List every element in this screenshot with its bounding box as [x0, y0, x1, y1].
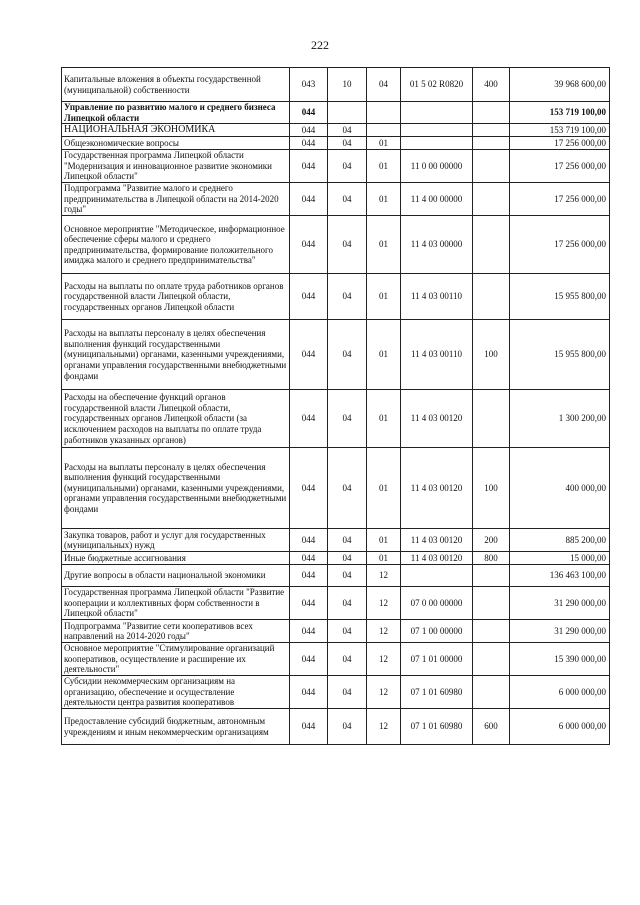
cell-target-article: 11 4 03 00000	[401, 216, 473, 274]
cell-name: Капитальные вложения в объекты государственной (муниципальной) собственности	[62, 68, 290, 102]
cell-name: НАЦИОНАЛЬНАЯ ЭКОНОМИКА	[62, 124, 290, 137]
cell-target-article: 07 1 01 60980	[401, 676, 473, 709]
cell-section-code: 04	[328, 448, 367, 529]
cell-amount: 400 000,00	[510, 448, 610, 529]
cell-amount: 31 290 000,00	[510, 587, 610, 620]
table-row	[62, 124, 610, 137]
cell-ministry-code: 044	[290, 102, 328, 124]
cell-section-code: 04	[328, 274, 367, 320]
cell-expense-kind: 200	[473, 529, 510, 552]
cell-target-article: 11 4 03 00120	[401, 390, 473, 448]
cell-name: Расходы на выплаты персоналу в целях обеспечения выполнения функций государственными (муниципальными) органами, казенными учреждениями, органами управления государственными внебюджетными фондами	[62, 320, 290, 390]
cell-ministry-code: 044	[290, 274, 328, 320]
cell-name: Закупка товаров, работ и услуг для государственных (муниципальных) нужд	[62, 529, 290, 552]
cell-subsection-code: 01	[367, 320, 401, 390]
cell-name: Другие вопросы в области национальной экономики	[62, 565, 290, 587]
cell-subsection-code: 01	[367, 552, 401, 565]
cell-section-code: 10	[328, 68, 367, 102]
cell-ministry-code: 044	[290, 620, 328, 643]
cell-expense-kind: 600	[473, 709, 510, 745]
cell-target-article: 11 0 00 00000	[401, 150, 473, 183]
cell-expense-kind	[473, 587, 510, 620]
cell-expense-kind	[473, 102, 510, 124]
cell-name: Основное мероприятие "Стимулирование организаций кооперативов, осуществление и расширение их деятельности"	[62, 643, 290, 676]
cell-ministry-code: 044	[290, 529, 328, 552]
cell-target-article: 11 4 03 00120	[401, 552, 473, 565]
cell-amount: 17 256 000,00	[510, 150, 610, 183]
cell-expense-kind: 100	[473, 448, 510, 529]
cell-expense-kind: 100	[473, 320, 510, 390]
cell-subsection-code: 01	[367, 137, 401, 150]
cell-subsection-code: 01	[367, 390, 401, 448]
cell-subsection-code: 12	[367, 709, 401, 745]
table-row	[62, 620, 610, 643]
cell-name: Расходы на выплаты по оплате труда работников органов государственной власти Липецкой области, государственных органов Липецкой области	[62, 274, 290, 320]
cell-amount: 1 300 200,00	[510, 390, 610, 448]
cell-name: Государственная программа Липецкой области "Развитие кооперации и коллективных форм собственности в Липецкой области"	[62, 587, 290, 620]
cell-section-code: 04	[328, 643, 367, 676]
cell-subsection-code: 12	[367, 643, 401, 676]
cell-expense-kind	[473, 565, 510, 587]
cell-ministry-code: 044	[290, 643, 328, 676]
cell-ministry-code: 044	[290, 150, 328, 183]
cell-amount: 17 256 000,00	[510, 183, 610, 216]
cell-amount: 153 719 100,00	[510, 124, 610, 137]
cell-amount: 17 256 000,00	[510, 216, 610, 274]
cell-name: Государственная программа Липецкой области "Модернизация и инновационное развитие экономики Липецкой области"	[62, 150, 290, 183]
cell-target-article: 07 1 01 00000	[401, 643, 473, 676]
cell-amount: 15 390 000,00	[510, 643, 610, 676]
cell-subsection-code: 12	[367, 565, 401, 587]
cell-target-article	[401, 137, 473, 150]
cell-expense-kind	[473, 620, 510, 643]
cell-target-article: 11 4 03 00120	[401, 448, 473, 529]
cell-subsection-code: 12	[367, 676, 401, 709]
cell-expense-kind	[473, 390, 510, 448]
cell-subsection-code: 01	[367, 150, 401, 183]
table-row	[62, 643, 610, 676]
cell-subsection-code: 01	[367, 216, 401, 274]
cell-ministry-code: 044	[290, 390, 328, 448]
page-number: 222	[311, 38, 329, 52]
cell-ministry-code: 044	[290, 320, 328, 390]
cell-name: Подпрограмма "Развитие малого и среднего предпринимательства в Липецкой области на 2014-2020 годы"	[62, 183, 290, 216]
cell-ministry-code: 044	[290, 124, 328, 137]
cell-ministry-code: 044	[290, 216, 328, 274]
cell-target-article	[401, 124, 473, 137]
cell-target-article: 01 5 02 R0820	[401, 68, 473, 102]
cell-expense-kind	[473, 216, 510, 274]
cell-name: Подпрограмма "Развитие сети кооперативов всех направлений на 2014-2020 годы"	[62, 620, 290, 643]
cell-subsection-code	[367, 102, 401, 124]
cell-ministry-code: 044	[290, 709, 328, 745]
cell-name: Общеэкономические вопросы	[62, 137, 290, 150]
cell-expense-kind	[473, 124, 510, 137]
table-row	[62, 552, 610, 565]
cell-target-article: 11 4 00 00000	[401, 183, 473, 216]
cell-target-article: 11 4 03 00110	[401, 320, 473, 390]
cell-target-article	[401, 565, 473, 587]
table-row	[62, 150, 610, 183]
table-row	[62, 676, 610, 709]
table-row	[62, 68, 610, 102]
table-row	[62, 565, 610, 587]
cell-ministry-code: 044	[290, 183, 328, 216]
cell-amount: 6 000 000,00	[510, 676, 610, 709]
cell-section-code: 04	[328, 183, 367, 216]
cell-section-code: 04	[328, 552, 367, 565]
cell-ministry-code: 044	[290, 565, 328, 587]
cell-name: Предоставление субсидий бюджетным, автономным учреждениям и иным некоммерческим организациям	[62, 709, 290, 745]
cell-amount: 31 290 000,00	[510, 620, 610, 643]
cell-name: Управление по развитию малого и среднего бизнеса Липецкой области	[62, 102, 290, 124]
table-row	[62, 137, 610, 150]
cell-subsection-code: 12	[367, 620, 401, 643]
cell-subsection-code: 01	[367, 274, 401, 320]
cell-subsection-code: 01	[367, 529, 401, 552]
cell-section-code: 04	[328, 124, 367, 137]
table-body	[62, 68, 610, 745]
cell-section-code: 04	[328, 709, 367, 745]
cell-ministry-code: 044	[290, 448, 328, 529]
cell-section-code: 04	[328, 587, 367, 620]
table-row	[62, 102, 610, 124]
cell-amount: 6 000 000,00	[510, 709, 610, 745]
cell-name: Расходы на обеспечение функций органов государственной власти Липецкой области, государственных органов Липецкой области (за исключением расходов на выплаты по оплате труда работников указанных органов)	[62, 390, 290, 448]
table-row	[62, 216, 610, 274]
cell-target-article: 11 4 03 00120	[401, 529, 473, 552]
cell-ministry-code: 044	[290, 676, 328, 709]
cell-amount: 15 000,00	[510, 552, 610, 565]
table-row	[62, 390, 610, 448]
cell-expense-kind	[473, 150, 510, 183]
cell-expense-kind	[473, 274, 510, 320]
cell-expense-kind	[473, 183, 510, 216]
cell-section-code: 04	[328, 620, 367, 643]
cell-target-article	[401, 102, 473, 124]
cell-section-code: 04	[328, 216, 367, 274]
cell-name: Основное мероприятие "Методическое, информационное обеспечение сферы малого и среднего предпринимательства, формирование положительного имиджа малого и среднего предпринимательства"	[62, 216, 290, 274]
cell-name: Иные бюджетные ассигнования	[62, 552, 290, 565]
budget-table	[61, 67, 610, 745]
cell-section-code: 04	[328, 565, 367, 587]
cell-expense-kind	[473, 643, 510, 676]
table-row	[62, 320, 610, 390]
cell-subsection-code: 01	[367, 448, 401, 529]
cell-amount: 153 719 100,00	[510, 102, 610, 124]
cell-amount: 136 463 100,00	[510, 565, 610, 587]
cell-subsection-code: 12	[367, 587, 401, 620]
cell-ministry-code: 044	[290, 137, 328, 150]
cell-amount: 15 955 800,00	[510, 320, 610, 390]
cell-ministry-code: 043	[290, 68, 328, 102]
cell-target-article: 07 1 00 00000	[401, 620, 473, 643]
cell-target-article: 11 4 03 00110	[401, 274, 473, 320]
cell-name: Расходы на выплаты персоналу в целях обеспечения выполнения функций государственными (муниципальными) органами, казенными учреждениями, органами управления государственными внебюджетными фондами	[62, 448, 290, 529]
cell-amount: 15 955 800,00	[510, 274, 610, 320]
table-row	[62, 274, 610, 320]
cell-subsection-code: 01	[367, 183, 401, 216]
cell-section-code: 04	[328, 137, 367, 150]
table-row	[62, 709, 610, 745]
cell-ministry-code: 044	[290, 587, 328, 620]
cell-ministry-code: 044	[290, 552, 328, 565]
cell-section-code	[328, 102, 367, 124]
cell-amount: 17 256 000,00	[510, 137, 610, 150]
cell-section-code: 04	[328, 320, 367, 390]
cell-name: Субсидии некоммерческим организациям на организацию, обеспечение и осуществление деятельности центра развития кооперативов	[62, 676, 290, 709]
cell-target-article: 07 0 00 00000	[401, 587, 473, 620]
cell-target-article: 07 1 01 60980	[401, 709, 473, 745]
cell-subsection-code: 04	[367, 68, 401, 102]
cell-expense-kind: 400	[473, 68, 510, 102]
cell-amount: 885 200,00	[510, 529, 610, 552]
cell-amount: 39 968 600,00	[510, 68, 610, 102]
cell-subsection-code	[367, 124, 401, 137]
cell-expense-kind	[473, 676, 510, 709]
cell-expense-kind: 800	[473, 552, 510, 565]
table-row	[62, 529, 610, 552]
table-row	[62, 183, 610, 216]
cell-section-code: 04	[328, 529, 367, 552]
cell-section-code: 04	[328, 676, 367, 709]
table-row	[62, 587, 610, 620]
cell-section-code: 04	[328, 390, 367, 448]
cell-section-code: 04	[328, 150, 367, 183]
cell-expense-kind	[473, 137, 510, 150]
table-row	[62, 448, 610, 529]
